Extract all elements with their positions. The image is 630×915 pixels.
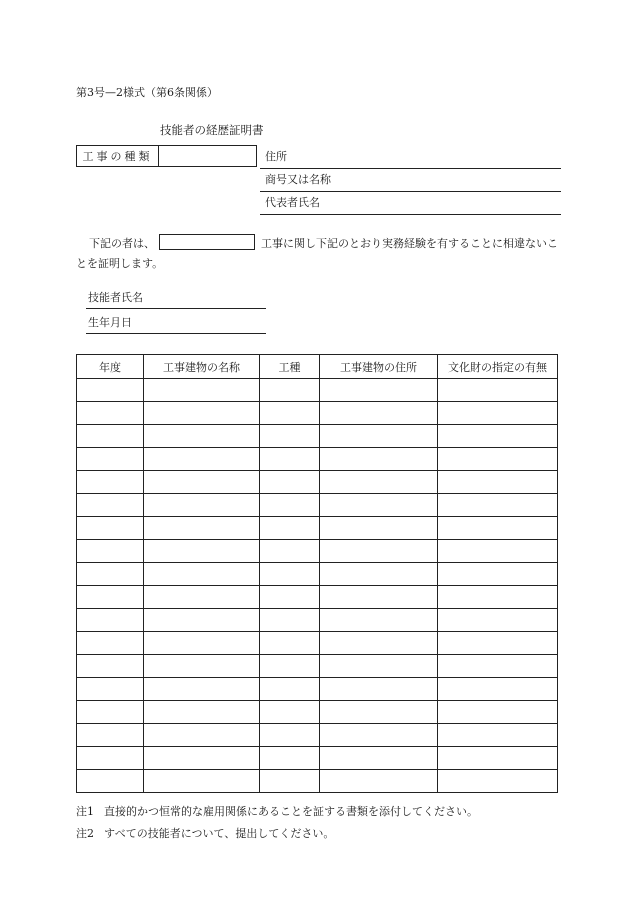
header-year: 年度 [77, 355, 144, 379]
cell-cultural-property[interactable] [438, 540, 558, 563]
table-row [77, 770, 558, 793]
table-row [77, 678, 558, 701]
cell-building-name[interactable] [144, 770, 260, 793]
cell-building-address[interactable] [320, 632, 438, 655]
cell-building-name[interactable] [144, 632, 260, 655]
table-row [77, 563, 558, 586]
statement-suffix: 工事に関し下記のとおり実務経験を有することに相違ないことを証明します。 [76, 237, 558, 270]
cell-building-name[interactable] [144, 471, 260, 494]
statement-prefix: 下記の者は、 [89, 237, 155, 250]
note-1-number: 注1 [76, 805, 94, 818]
cell-cultural-property[interactable] [438, 609, 558, 632]
cell-building-name[interactable] [144, 724, 260, 747]
cell-building-name[interactable] [144, 425, 260, 448]
note-2-text: すべての技能者について、提出してください。 [104, 827, 335, 840]
table-row [77, 724, 558, 747]
trade-name-label: 商号又は名称 [265, 173, 331, 186]
cell-cultural-property[interactable] [438, 563, 558, 586]
cell-year[interactable] [77, 632, 144, 655]
cell-building-address[interactable] [320, 517, 438, 540]
table-row [77, 517, 558, 540]
cell-year[interactable] [77, 701, 144, 724]
table-row [77, 448, 558, 471]
header-work-type: 工種 [260, 355, 320, 379]
cell-building-name[interactable] [144, 678, 260, 701]
cell-work-type[interactable] [260, 379, 320, 402]
representative-field[interactable] [260, 193, 561, 215]
table-row [77, 632, 558, 655]
document-title: 技能者の経歴証明書 [160, 123, 264, 137]
cell-building-name[interactable] [144, 701, 260, 724]
construction-name-blank[interactable] [159, 234, 255, 250]
cell-building-name[interactable] [144, 379, 260, 402]
cell-work-type[interactable] [260, 402, 320, 425]
cell-building-address[interactable] [320, 724, 438, 747]
cell-work-type[interactable] [260, 655, 320, 678]
cell-work-type[interactable] [260, 632, 320, 655]
cell-cultural-property[interactable] [438, 402, 558, 425]
cell-year[interactable] [77, 425, 144, 448]
cell-building-name[interactable] [144, 402, 260, 425]
cell-work-type[interactable] [260, 701, 320, 724]
form-number: 第3号—2様式（第6条関係） [76, 86, 218, 99]
cell-year[interactable] [77, 678, 144, 701]
cell-building-address[interactable] [320, 678, 438, 701]
table-row [77, 402, 558, 425]
cell-cultural-property[interactable] [438, 517, 558, 540]
cell-cultural-property[interactable] [438, 655, 558, 678]
table-row [77, 471, 558, 494]
cell-year[interactable] [77, 402, 144, 425]
table-row [77, 655, 558, 678]
cell-cultural-property[interactable] [438, 494, 558, 517]
header-building-name: 工事建物の名称 [144, 355, 260, 379]
cell-building-address[interactable] [320, 402, 438, 425]
cell-building-address[interactable] [320, 655, 438, 678]
certification-statement [76, 234, 566, 274]
header-cultural-property: 文化財の指定の有無 [438, 355, 558, 379]
cell-building-name[interactable] [144, 609, 260, 632]
address-field[interactable] [260, 147, 561, 169]
note-1 [76, 803, 478, 819]
cell-building-address[interactable] [320, 448, 438, 471]
birth-date-label: 生年月日 [88, 316, 132, 329]
cell-work-type[interactable] [260, 517, 320, 540]
note-2-number: 注2 [76, 827, 94, 840]
construction-kind-box [76, 145, 257, 167]
cell-building-address[interactable] [320, 586, 438, 609]
cell-building-address[interactable] [320, 540, 438, 563]
cell-cultural-property[interactable] [438, 425, 558, 448]
cell-work-type[interactable] [260, 471, 320, 494]
cell-work-type[interactable] [260, 425, 320, 448]
cell-work-type[interactable] [260, 609, 320, 632]
experience-table [76, 354, 558, 793]
cell-work-type[interactable] [260, 448, 320, 471]
cell-building-name[interactable] [144, 448, 260, 471]
technician-name-label: 技能者氏名 [88, 291, 143, 304]
table-row [77, 747, 558, 770]
table-row [77, 609, 558, 632]
cell-work-type[interactable] [260, 494, 320, 517]
cell-work-type[interactable] [260, 563, 320, 586]
cell-cultural-property[interactable] [438, 678, 558, 701]
table-header-row [77, 355, 558, 379]
table-row [77, 540, 558, 563]
header-building-address: 工事建物の住所 [320, 355, 438, 379]
cell-building-address[interactable] [320, 747, 438, 770]
cell-cultural-property[interactable] [438, 747, 558, 770]
birth-date-field[interactable] [86, 316, 266, 334]
cell-year[interactable] [77, 379, 144, 402]
cell-year[interactable] [77, 448, 144, 471]
cell-building-address[interactable] [320, 770, 438, 793]
cell-building-name[interactable] [144, 517, 260, 540]
table-row [77, 586, 558, 609]
cell-building-name[interactable] [144, 586, 260, 609]
cell-year[interactable] [77, 494, 144, 517]
table-row [77, 701, 558, 724]
cell-building-name[interactable] [144, 655, 260, 678]
construction-kind-label: 工事の種類 [77, 146, 159, 166]
cell-work-type[interactable] [260, 770, 320, 793]
table-row [77, 494, 558, 517]
cell-work-type[interactable] [260, 678, 320, 701]
cell-year[interactable] [77, 517, 144, 540]
cell-cultural-property[interactable] [438, 724, 558, 747]
cell-work-type[interactable] [260, 540, 320, 563]
cell-cultural-property[interactable] [438, 379, 558, 402]
table-row [77, 425, 558, 448]
cell-year[interactable] [77, 540, 144, 563]
cell-cultural-property[interactable] [438, 770, 558, 793]
cell-building-address[interactable] [320, 563, 438, 586]
cell-work-type[interactable] [260, 747, 320, 770]
cell-year[interactable] [77, 747, 144, 770]
cell-year[interactable] [77, 655, 144, 678]
cell-year[interactable] [77, 724, 144, 747]
cell-year[interactable] [77, 471, 144, 494]
cell-work-type[interactable] [260, 586, 320, 609]
table-row [77, 379, 558, 402]
technician-name-field[interactable] [86, 291, 266, 309]
note-1-text: 直接的かつ恒常的な雇用関係にあることを証する書類を添付してください。 [104, 805, 478, 818]
cell-cultural-property[interactable] [438, 632, 558, 655]
cell-building-name[interactable] [144, 747, 260, 770]
cell-building-address[interactable] [320, 425, 438, 448]
representative-label: 代表者氏名 [265, 196, 320, 209]
cell-building-address[interactable] [320, 609, 438, 632]
cell-work-type[interactable] [260, 724, 320, 747]
cell-building-name[interactable] [144, 540, 260, 563]
cell-cultural-property[interactable] [438, 701, 558, 724]
cell-year[interactable] [77, 563, 144, 586]
cell-building-address[interactable] [320, 494, 438, 517]
address-label: 住所 [265, 150, 287, 163]
construction-kind-field[interactable] [159, 146, 256, 166]
note-2 [76, 825, 334, 841]
cell-cultural-property[interactable] [438, 448, 558, 471]
cell-building-name[interactable] [144, 563, 260, 586]
cell-year[interactable] [77, 586, 144, 609]
cell-year[interactable] [77, 609, 144, 632]
cell-year[interactable] [77, 770, 144, 793]
cell-building-address[interactable] [320, 471, 438, 494]
cell-building-address[interactable] [320, 701, 438, 724]
cell-building-address[interactable] [320, 379, 438, 402]
cell-cultural-property[interactable] [438, 471, 558, 494]
cell-cultural-property[interactable] [438, 586, 558, 609]
trade-name-field[interactable] [260, 170, 561, 192]
cell-building-name[interactable] [144, 494, 260, 517]
